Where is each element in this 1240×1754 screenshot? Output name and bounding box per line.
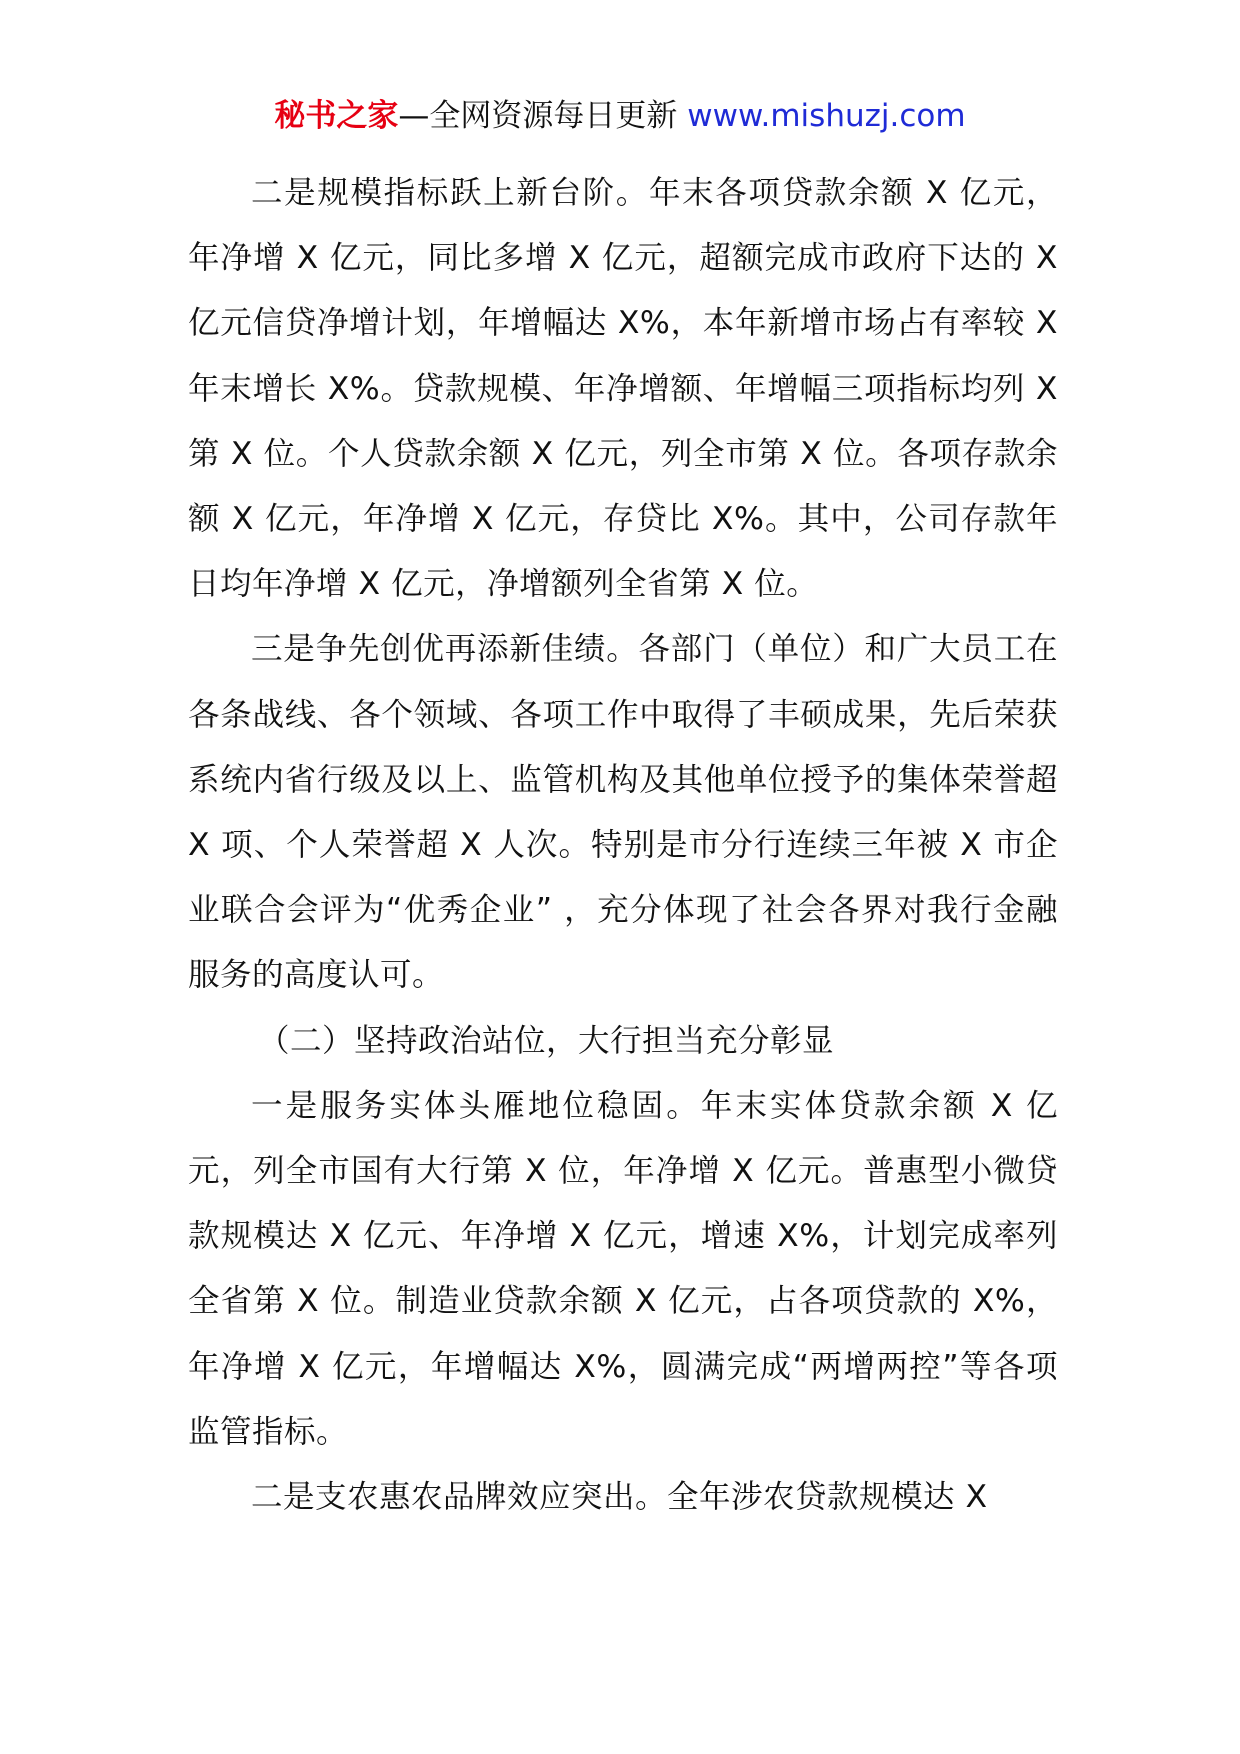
paragraph-honors: 三是争先创优再添新佳绩。各部门（单位）和广大员工在各条战线、各个领域、各项工作中取得了丰硕成果，先后荣获系统内省行级及以上、监管机构及其他单位授予的集体荣誉超 X 项、个人荣誉超 X 人次。特别是市分行连续三年被 X 市企业联合会评为“优秀企业” ，充分体现了社会各界对我行金融服务的高度认可。 bbox=[188, 631, 1058, 994]
brand-name: 秘书之家 bbox=[274, 98, 399, 134]
section-heading: （二）坚持政治站位，大行担当充分彰显 bbox=[258, 1022, 835, 1059]
page-header bbox=[0, 96, 1240, 136]
paragraph-scale-indicators: 二是规模指标跃上新台阶。年末各项贷款余额 X 亿元，年净增 X 亿元，同比多增 X 亿元，超额完成市政府下达的 X 亿元信贷净增计划，年增幅达 X%，本年新增市场占有率较 X 年末增长 X%。贷款规模、年净增额、年增幅三项指标均列 X 第 X 位。个人贷款余额 X 亿元，列全市第 X 位。各项存款余额 X 亿元，年净增 X 亿元，存贷比 X%。其中，公司存款年日均年净增 X 亿元，净增额列全省第 X 位。 bbox=[188, 175, 1058, 603]
document-body bbox=[188, 161, 1058, 1530]
paragraph-agriculture: 二是支农惠农品牌效应突出。全年涉农贷款规模达 X bbox=[251, 1479, 988, 1516]
header-tagline: —全网资源每日更新 bbox=[398, 98, 688, 134]
paragraph-real-economy: 一是服务实体头雁地位稳固。年末实体贷款余额 X 亿元，列全市国有大行第 X 位，年净增 X 亿元。普惠型小微贷款规模达 X 亿元、年净增 X 亿元，增速 X%，计划完成率列全省第 X 位。制造业贷款余额 X 亿元，占各项贷款的 X%，年净增 X 亿元，年增幅达 X%，圆满完成“两增两控”等各项监管指标。 bbox=[188, 1087, 1058, 1450]
site-url-link[interactable]: www.mishuzj.com bbox=[687, 98, 966, 134]
